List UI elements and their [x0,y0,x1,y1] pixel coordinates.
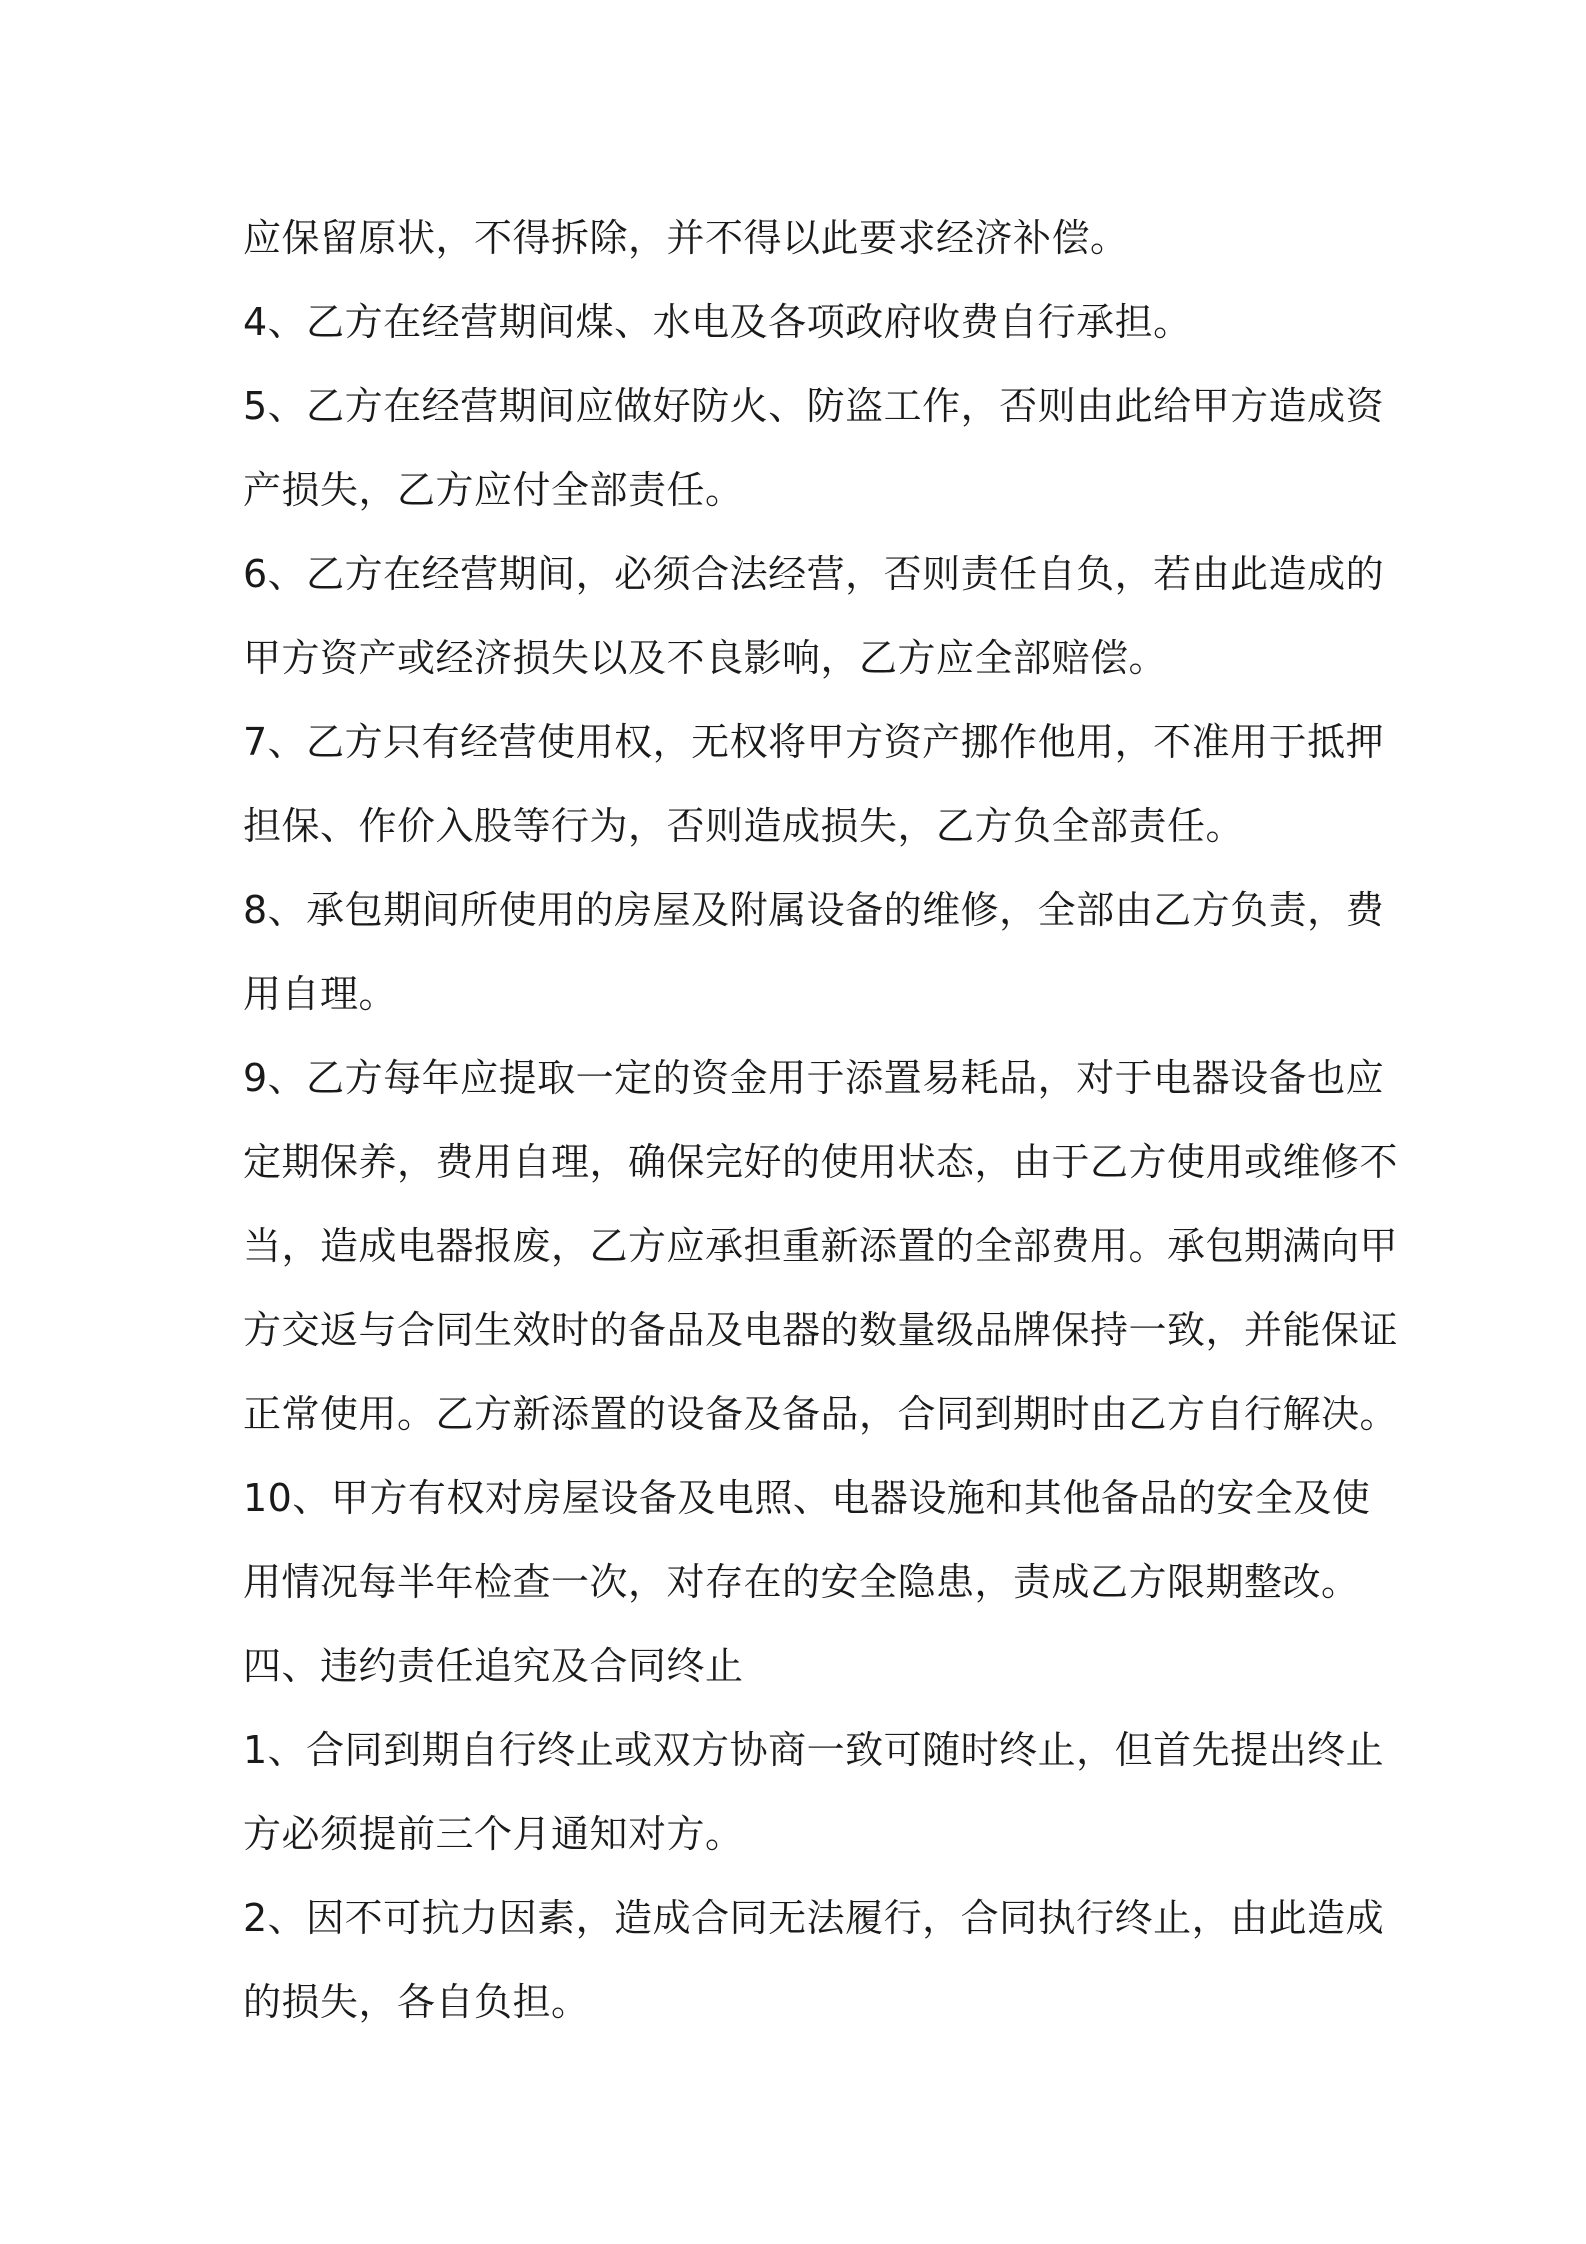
section-heading: 四、违约责任追究及合同终止 [243,1644,744,1688]
text-line: 产损失，乙方应付全部责任。 [243,468,744,512]
text-line: 用情况每半年检查一次，对存在的安全隐患，责成乙方限期整改。 [243,1560,1360,1604]
text-line: 用自理。 [243,972,398,1016]
section4-clause-2-line: 2、因不可抗力因素，造成合同无法履行，合同执行终止，由此造成 [243,1896,1385,1940]
clause-4-line: 4、乙方在经营期间煤、水电及各项政府收费自行承担。 [243,300,1192,344]
text-line: 定期保养，费用自理，确保完好的使用状态，由于乙方使用或维修不 [243,1140,1399,1184]
clause-8-line: 8、承包期间所使用的房屋及附属设备的维修，全部由乙方负责，费 [243,888,1385,932]
clause-5-line: 5、乙方在经营期间应做好防火、防盗工作，否则由此给甲方造成资 [243,384,1385,428]
text-line: 当，造成电器报废，乙方应承担重新添置的全部费用。承包期满向甲 [243,1224,1399,1268]
text-line: 的损失，各自负担。 [243,1980,590,2024]
clause-10-line: 10、甲方有权对房屋设备及电照、电器设施和其他备品的安全及使 [243,1476,1371,1520]
text-line: 方必须提前三个月通知对方。 [243,1812,744,1856]
clause-6-line: 6、乙方在经营期间，必须合法经营，否则责任自负，若由此造成的 [243,552,1385,596]
text-line: 应保留原状，不得拆除，并不得以此要求经济补偿。 [243,216,1129,260]
clause-7-line: 7、乙方只有经营使用权，无权将甲方资产挪作他用，不准用于抵押 [243,720,1385,764]
section4-clause-1-line: 1、合同到期自行终止或双方协商一致可随时终止，但首先提出终止 [243,1728,1385,1772]
text-line: 担保、作价入股等行为，否则造成损失，乙方负全部责任。 [243,804,1245,848]
text-line: 甲方资产或经济损失以及不良影响，乙方应全部赔偿。 [243,636,1168,680]
clause-9-line: 9、乙方每年应提取一定的资金用于添置易耗品，对于电器设备也应 [243,1056,1385,1100]
text-line: 正常使用。乙方新添置的设备及备品，合同到期时由乙方自行解决。 [243,1392,1399,1436]
document-body [243,196,1399,2044]
text-line: 方交返与合同生效时的备品及电器的数量级品牌保持一致，并能保证 [243,1308,1399,1352]
